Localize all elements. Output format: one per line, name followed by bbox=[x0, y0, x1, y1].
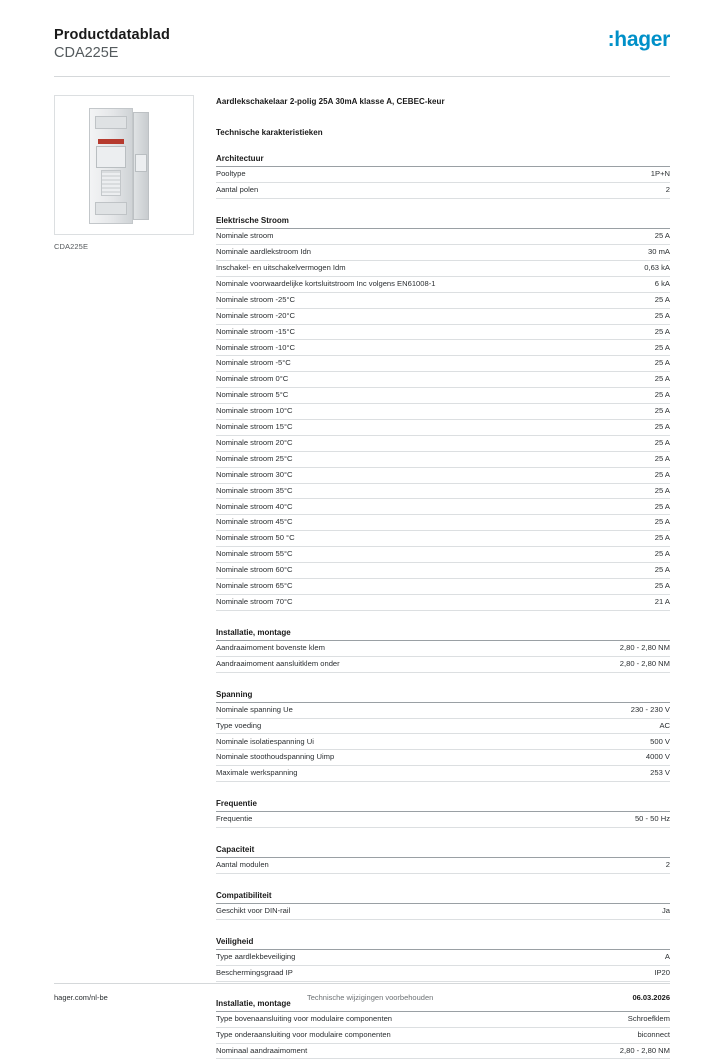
spec-value: 25 A bbox=[655, 566, 670, 575]
spec-row bbox=[216, 420, 670, 436]
spec-group bbox=[216, 937, 670, 982]
device-label bbox=[101, 170, 121, 196]
spec-value: 253 V bbox=[650, 769, 670, 778]
spec-row bbox=[216, 547, 670, 563]
spec-row bbox=[216, 950, 670, 966]
spec-row bbox=[216, 657, 670, 673]
spec-row bbox=[216, 734, 670, 750]
spec-group-title: Spanning bbox=[216, 690, 670, 703]
spec-group bbox=[216, 216, 670, 611]
spec-label: Nominale stroom -10°C bbox=[216, 344, 305, 353]
footer-disclaimer: Technische wijzigingen voorbehouden bbox=[307, 993, 433, 1002]
spec-value: 25 A bbox=[655, 391, 670, 400]
spec-row bbox=[216, 167, 670, 183]
title-block bbox=[54, 26, 170, 62]
spec-row bbox=[216, 719, 670, 735]
spec-group bbox=[216, 845, 670, 874]
spec-label: Nominale stroom -20°C bbox=[216, 312, 305, 321]
spec-row bbox=[216, 229, 670, 245]
spec-row bbox=[216, 293, 670, 309]
spec-label: Nominale stroom 50 °C bbox=[216, 534, 305, 543]
spec-value: 25 A bbox=[655, 518, 670, 527]
spec-label: Aandraaimoment bovenste klem bbox=[216, 644, 335, 653]
page-title: Productdatablad bbox=[54, 26, 170, 44]
spec-value: 2,80 - 2,80 NM bbox=[620, 660, 670, 669]
spec-value: A bbox=[665, 953, 670, 962]
product-reference: CDA225E bbox=[54, 44, 170, 62]
spec-label: Nominale stroom 10°C bbox=[216, 407, 302, 416]
spec-group-title: Architectuur bbox=[216, 154, 670, 167]
spec-row bbox=[216, 436, 670, 452]
spec-label: Aantal polen bbox=[216, 186, 268, 195]
spec-value: 25 A bbox=[655, 296, 670, 305]
spec-value: 30 mA bbox=[648, 248, 670, 257]
spec-group bbox=[216, 891, 670, 920]
spec-value: 25 A bbox=[655, 534, 670, 543]
device-test-button bbox=[98, 139, 124, 144]
spec-label: Frequentie bbox=[216, 815, 262, 824]
spec-value: biconnect bbox=[637, 1031, 670, 1040]
spec-group bbox=[216, 628, 670, 673]
spec-group-title: Elektrische Stroom bbox=[216, 216, 670, 229]
device-top-terminal bbox=[95, 116, 127, 129]
spec-row bbox=[216, 1044, 670, 1059]
spec-value: 25 A bbox=[655, 359, 670, 368]
page-content bbox=[54, 77, 670, 1059]
spec-group-title: Veiligheid bbox=[216, 937, 670, 950]
spec-value: 25 A bbox=[655, 312, 670, 321]
spec-row bbox=[216, 641, 670, 657]
spec-row bbox=[216, 404, 670, 420]
spec-value: 25 A bbox=[655, 407, 670, 416]
spec-row bbox=[216, 579, 670, 595]
spec-row bbox=[216, 484, 670, 500]
spec-group bbox=[216, 999, 670, 1059]
spec-row bbox=[216, 340, 670, 356]
spec-value: 4000 V bbox=[646, 753, 670, 762]
spec-group bbox=[216, 690, 670, 783]
spec-value: Ja bbox=[662, 907, 670, 916]
device-window bbox=[96, 146, 126, 168]
spec-value: 21 A bbox=[655, 598, 670, 607]
spec-row bbox=[216, 858, 670, 874]
device-illustration bbox=[89, 108, 151, 224]
spec-value: 25 A bbox=[655, 503, 670, 512]
spec-row bbox=[216, 388, 670, 404]
spec-row bbox=[216, 515, 670, 531]
spec-label: Nominale stroom 60°C bbox=[216, 566, 302, 575]
product-description: Aardlekschakelaar 2-polig 25A 30mA klasse A, CEBEC-keur bbox=[216, 97, 670, 106]
page-footer bbox=[54, 983, 670, 1002]
footer-divider bbox=[54, 983, 670, 984]
spec-label: Nominale spanning Ue bbox=[216, 706, 303, 715]
spec-row bbox=[216, 372, 670, 388]
spec-value: 25 A bbox=[655, 455, 670, 464]
spec-row bbox=[216, 277, 670, 293]
spec-value: 25 A bbox=[655, 328, 670, 337]
spec-value: 50 - 50 Hz bbox=[635, 815, 670, 824]
spec-label: Nominale stroom -25°C bbox=[216, 296, 305, 305]
spec-value: 25 A bbox=[655, 423, 670, 432]
product-photo bbox=[54, 95, 194, 235]
spec-value: 25 A bbox=[655, 487, 670, 496]
footer-date: 06.03.2026 bbox=[632, 993, 670, 1002]
spec-label: Nominale isolatiespanning Ui bbox=[216, 738, 324, 747]
spec-value: 25 A bbox=[655, 582, 670, 591]
page-header bbox=[54, 0, 670, 62]
spec-row bbox=[216, 325, 670, 341]
spec-label: Maximale werkspanning bbox=[216, 769, 307, 778]
spec-row bbox=[216, 183, 670, 199]
spec-label: Aandraaimoment aansluitklem onder bbox=[216, 660, 350, 669]
device-lever bbox=[135, 154, 147, 172]
spec-row bbox=[216, 904, 670, 920]
footer-row bbox=[54, 993, 670, 1002]
spec-group-title: Compatibiliteit bbox=[216, 891, 670, 904]
spec-label: Nominaal aandraaimoment bbox=[216, 1047, 317, 1056]
spec-label: Beschermingsgraad IP bbox=[216, 969, 303, 978]
hager-logo: :hager bbox=[608, 26, 670, 52]
spec-label: Pooltype bbox=[216, 170, 256, 179]
spec-value: 0,63 kA bbox=[644, 264, 670, 273]
spec-value: IP20 bbox=[654, 969, 670, 978]
spec-value: 25 A bbox=[655, 471, 670, 480]
spec-value: 2 bbox=[666, 186, 670, 195]
spec-label: Type aardlekbeveiliging bbox=[216, 953, 305, 962]
spec-row bbox=[216, 966, 670, 982]
spec-row bbox=[216, 499, 670, 515]
spec-group-title: Capaciteit bbox=[216, 845, 670, 858]
spec-value: 2,80 - 2,80 NM bbox=[620, 644, 670, 653]
spec-label: Geschikt voor DIN-rail bbox=[216, 907, 300, 916]
spec-row bbox=[216, 245, 670, 261]
specs-column bbox=[216, 95, 670, 1059]
spec-value: 2 bbox=[666, 861, 670, 870]
footer-website-link[interactable]: hager.com/nl-be bbox=[54, 993, 108, 1002]
spec-row bbox=[216, 766, 670, 782]
spec-label: Type voeding bbox=[216, 722, 271, 731]
product-image-column bbox=[54, 95, 194, 1059]
spec-label: Nominale stoothoudspanning Uimp bbox=[216, 753, 344, 762]
spec-label: Nominale stroom 65°C bbox=[216, 582, 302, 591]
spec-label: Nominale stroom 5°C bbox=[216, 391, 298, 400]
spec-label: Nominale voorwaardelijke kortsluitstroom Inc volgens EN61008-1 bbox=[216, 280, 445, 289]
spec-label: Aantal modulen bbox=[216, 861, 279, 870]
spec-label: Nominale stroom 55°C bbox=[216, 550, 302, 559]
spec-value: 230 - 230 V bbox=[631, 706, 670, 715]
spec-label: Nominale stroom bbox=[216, 232, 283, 241]
spec-value: 500 V bbox=[650, 738, 670, 747]
spec-label: Nominale stroom 25°C bbox=[216, 455, 302, 464]
spec-row bbox=[216, 1012, 670, 1028]
spec-label: Nominale stroom 20°C bbox=[216, 439, 302, 448]
spec-group-title: Installatie, montage bbox=[216, 628, 670, 641]
spec-row bbox=[216, 1028, 670, 1044]
spec-row bbox=[216, 309, 670, 325]
spec-value: 25 A bbox=[655, 439, 670, 448]
spec-value: 2,80 - 2,80 NM bbox=[620, 1047, 670, 1056]
spec-value: Schroefklem bbox=[628, 1015, 670, 1024]
spec-label: Nominale stroom -5°C bbox=[216, 359, 301, 368]
spec-row bbox=[216, 261, 670, 277]
spec-label: Nominale stroom 45°C bbox=[216, 518, 302, 527]
spec-value: 6 kA bbox=[655, 280, 670, 289]
spec-row bbox=[216, 812, 670, 828]
spec-label: Nominale stroom 0°C bbox=[216, 375, 298, 384]
spec-group-title: Installatie, montage bbox=[216, 999, 670, 1012]
spec-value: AC bbox=[659, 722, 670, 731]
spec-value: 1P+N bbox=[651, 170, 670, 179]
spec-value: 25 A bbox=[655, 550, 670, 559]
spec-row bbox=[216, 356, 670, 372]
device-bottom-terminal bbox=[95, 202, 127, 215]
spec-row bbox=[216, 531, 670, 547]
spec-row bbox=[216, 750, 670, 766]
spec-value: 25 A bbox=[655, 344, 670, 353]
spec-group-title: Frequentie bbox=[216, 799, 670, 812]
spec-group bbox=[216, 799, 670, 828]
product-image-caption: CDA225E bbox=[54, 242, 194, 251]
tech-characteristics-heading: Technische karakteristieken bbox=[216, 128, 670, 137]
spec-row bbox=[216, 595, 670, 611]
spec-label: Nominale stroom -15°C bbox=[216, 328, 305, 337]
spec-label: Type bovenaansluiting voor modulaire componenten bbox=[216, 1015, 402, 1024]
spec-row bbox=[216, 452, 670, 468]
spec-row bbox=[216, 468, 670, 484]
spec-label: Inschakel- en uitschakelvermogen Idm bbox=[216, 264, 356, 273]
spec-row bbox=[216, 563, 670, 579]
spec-value: 25 A bbox=[655, 375, 670, 384]
spec-label: Type onderaansluiting voor modulaire componenten bbox=[216, 1031, 401, 1040]
spec-label: Nominale stroom 30°C bbox=[216, 471, 302, 480]
spec-value: 25 A bbox=[655, 232, 670, 241]
spec-groups bbox=[216, 154, 670, 1059]
spec-label: Nominale stroom 40°C bbox=[216, 503, 302, 512]
spec-label: Nominale aardlekstroom Idn bbox=[216, 248, 321, 257]
spec-group bbox=[216, 154, 670, 199]
spec-label: Nominale stroom 35°C bbox=[216, 487, 302, 496]
spec-label: Nominale stroom 15°C bbox=[216, 423, 302, 432]
spec-row bbox=[216, 703, 670, 719]
spec-label: Nominale stroom 70°C bbox=[216, 598, 302, 607]
